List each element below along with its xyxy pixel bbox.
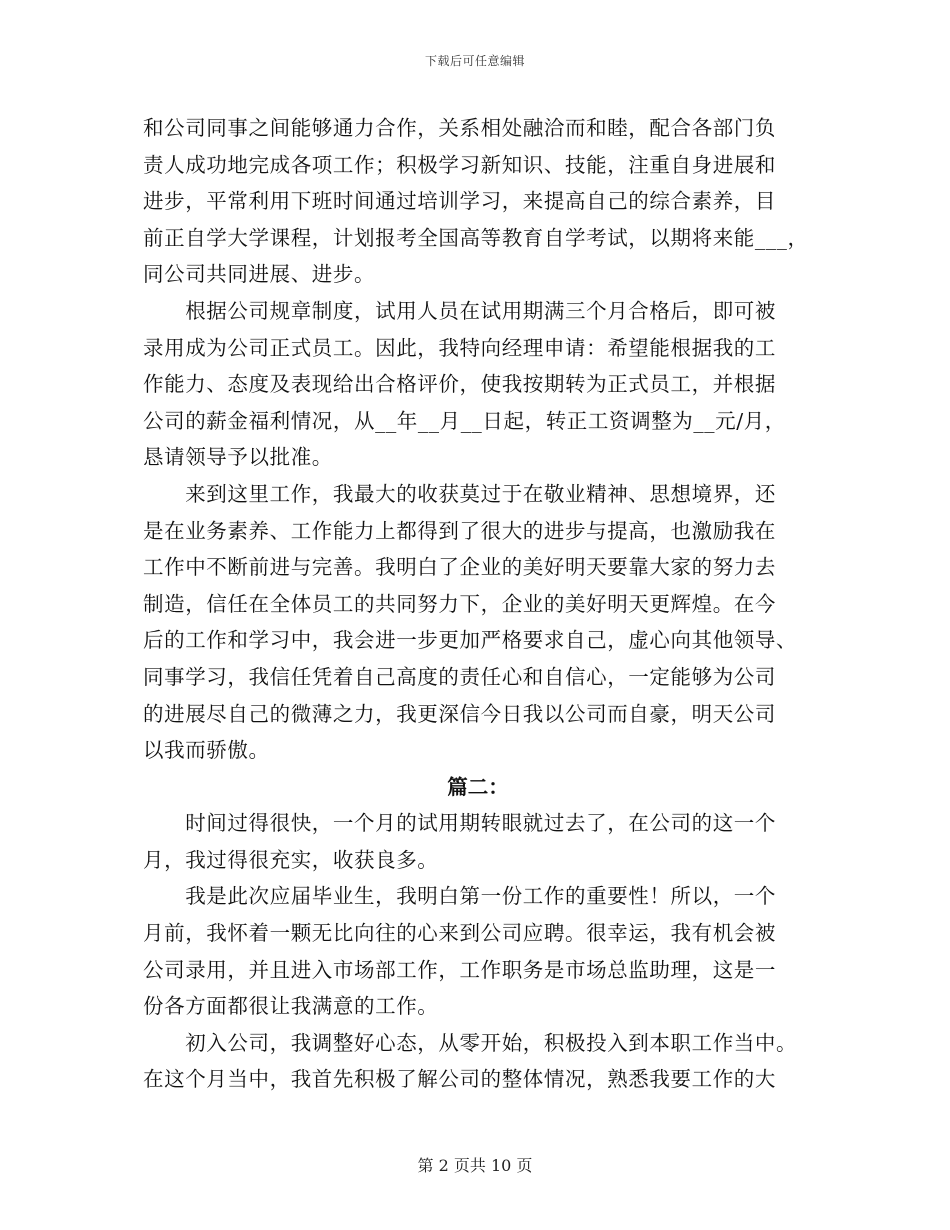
- text-line: 录用成为公司正式员工。因此，我特向经理申请：希望能根据我的工: [143, 335, 776, 360]
- text-line: 后的工作和学习中，我会进一步更加严格要求自己，虚心向其他领导、: [143, 628, 798, 653]
- text-line: 制造，信任在全体员工的共同努力下，企业的美好明天更辉煌。在今: [143, 591, 776, 616]
- text-line: 在这个月当中，我首先积极了解公司的整体情况，熟悉我要工作的大: [143, 1067, 776, 1092]
- text-line: 前正自学大学课程，计划报考全国高等教育自学考试，以期将来能___，: [143, 225, 809, 250]
- text-line: 根据公司规章制度，试用人员在试用期满三个月合格后，即可被: [143, 298, 776, 323]
- page-header: 下载后可任意编辑: [424, 54, 525, 68]
- text-line: 来到这里工作，我最大的收获莫过于在敬业精神、思想境界，还: [143, 481, 776, 506]
- text-line: 和公司同事之间能够通力合作，关系相处融洽而和睦，配合各部门负: [143, 116, 776, 140]
- text-line: 公司的薪金福利情况，从__年__月__日起，转正工资调整为__元/月，: [143, 408, 786, 433]
- text-line: 初入公司，我调整好心态，从零开始，积极投入到本职工作当中。: [143, 1030, 798, 1055]
- text-line: 工作中不断前进与完善。我明白了企业的美好明天要靠大家的努力去: [143, 555, 776, 580]
- page-footer: 第 2 页共 10 页: [417, 1156, 533, 1175]
- text-line: 作能力、态度及表现给出合格评价，使我按期转为正式员工，并根据: [143, 372, 776, 397]
- text-line: 月，我过得很充实，收获良多。: [143, 847, 439, 872]
- text-line: 份各方面都很让我满意的工作。: [143, 994, 439, 1019]
- section-heading: 篇二：: [447, 774, 509, 799]
- text-line: 责人成功地完成各项工作；积极学习新知识、技能，注重自身进展和: [143, 152, 776, 177]
- text-line: 公司录用，并且进入市场部工作，工作职务是市场总监助理，这是一: [143, 957, 776, 982]
- text-line: 进步，平常利用下班时间通过培训学习，来提高自己的综合素养，目: [143, 189, 776, 214]
- text-line: 月前，我怀着一颗无比向往的心来到公司应聘。很幸运，我有机会被: [143, 921, 776, 946]
- text-line: 时间过得很快，一个月的试用期转眼就过去了，在公司的这一个: [143, 811, 776, 836]
- text-line: 的进展尽自己的微薄之力，我更深信今日我以公司而自豪，明天公司: [143, 701, 776, 726]
- text-line: 恳请领导予以批准。: [143, 445, 333, 470]
- document-body: [143, 110, 813, 1098]
- text-line: 同公司共同进展、进步。: [143, 262, 376, 287]
- text-line: 是在业务素养、工作能力上都得到了很大的进步与提高，也激励我在: [143, 518, 776, 543]
- text-line: 同事学习，我信任凭着自己高度的责任心和自信心，一定能够为公司: [143, 664, 776, 689]
- text-line: 我是此次应届毕业生，我明白第一份工作的重要性！所以，一个: [143, 884, 776, 909]
- text-line: 以我而骄傲。: [143, 738, 270, 763]
